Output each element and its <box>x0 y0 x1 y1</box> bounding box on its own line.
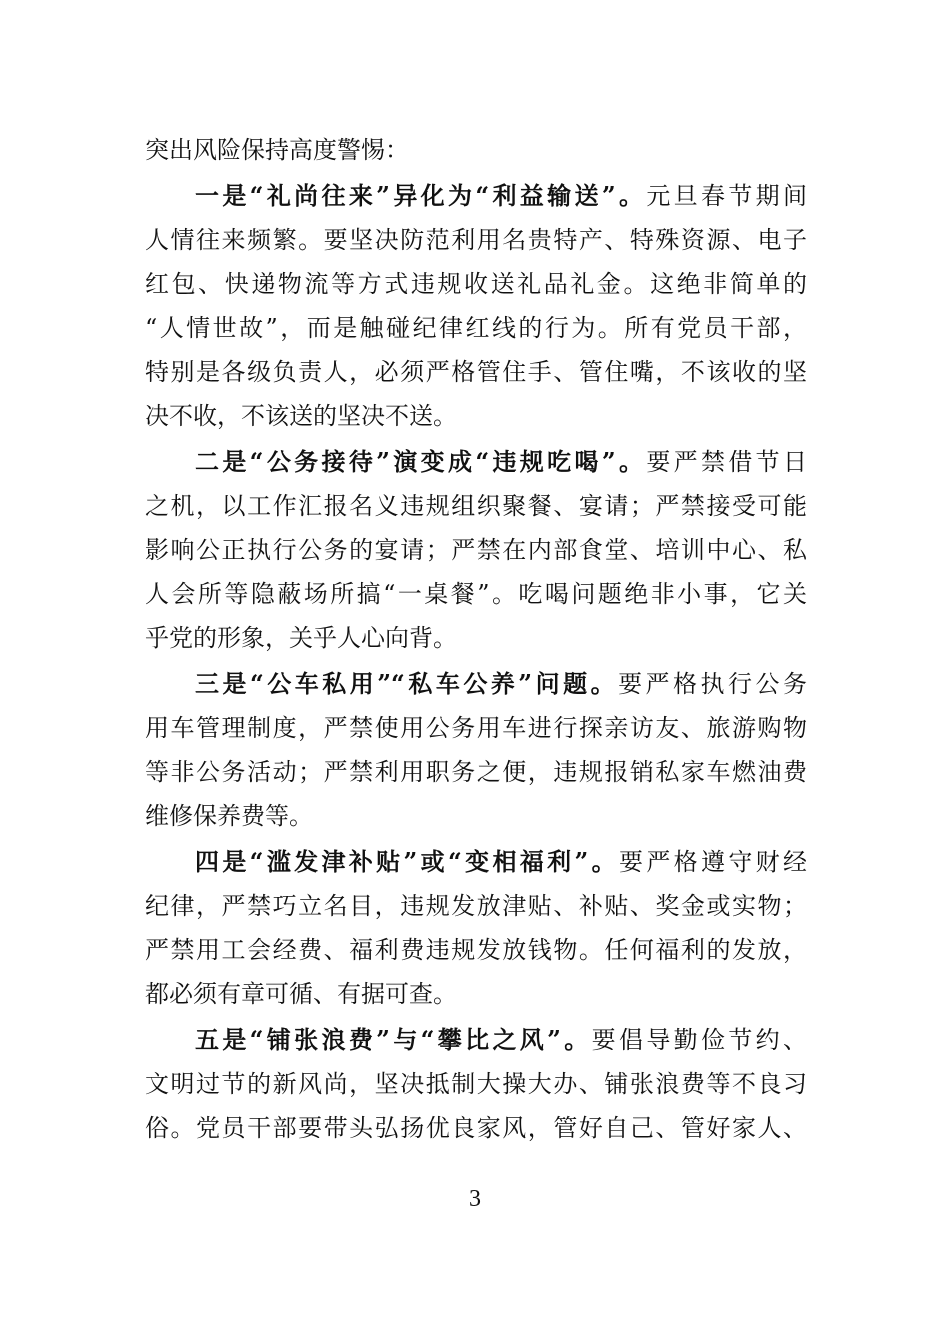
bold-heading-text: 一是“礼尚往来”异化为“利益输送”。 <box>195 181 647 210</box>
text-line <box>145 928 807 972</box>
bold-heading-text: 二是“公务接待”演变成“违规吃喝”。 <box>195 447 647 476</box>
body-text: 乎党的形象，关乎人心向背。 <box>145 624 457 652</box>
paragraph-intro <box>145 128 807 172</box>
bold-heading-text: 五是“铺张浪费”与“攀比之风”。 <box>195 1025 592 1054</box>
body-text: 之机，以工作汇报名义违规组织聚餐、宴请；严禁接受可能 <box>145 492 807 520</box>
text-line <box>145 884 807 928</box>
text-line <box>145 706 807 750</box>
body-text: 用车管理制度，严禁使用公务用车进行探亲访友、旅游购物 <box>145 714 807 742</box>
bold-heading-text: 三是“公车私用”“私车公养”问题。 <box>195 669 619 698</box>
text-line <box>145 306 807 350</box>
paragraph <box>145 1018 807 1150</box>
text-line <box>145 128 807 172</box>
paragraph <box>145 662 807 838</box>
text-line <box>145 350 807 394</box>
body-text: 严禁用工会经费、福利费违规发放钱物。任何福利的发放， <box>145 936 807 964</box>
document-body <box>145 128 807 1152</box>
bold-heading-text: 四是“滥发津补贴”或“变相福利”。 <box>195 847 619 876</box>
text-line <box>145 440 807 484</box>
body-text: 要严格执行公务 <box>618 670 808 698</box>
body-text: 等非公务活动；严禁利用职务之便，违规报销私家车燃油费 <box>145 758 807 786</box>
body-text: 文明过节的新风尚，坚决抵制大操大办、铺张浪费等不良习 <box>145 1070 807 1098</box>
body-text: 人会所等隐蔽场所搞“一桌餐”。吃喝问题绝非小事，它关 <box>145 580 807 608</box>
body-text: 要严禁借节日 <box>646 448 808 476</box>
page-number: 3 <box>469 1186 481 1212</box>
body-text: 要倡导勤俭节约、 <box>591 1026 808 1054</box>
text-line <box>145 794 807 838</box>
text-line <box>145 1062 807 1106</box>
text-line <box>145 840 807 884</box>
text-line <box>145 662 807 706</box>
text-line <box>145 1106 807 1150</box>
body-text: 影响公正执行公务的宴请；严禁在内部食堂、培训中心、私 <box>145 536 807 564</box>
body-text: 决不收，不该送的坚决不送。 <box>145 402 457 430</box>
text-line <box>145 394 807 438</box>
text-line <box>145 616 807 660</box>
text-line <box>145 750 807 794</box>
paragraph <box>145 840 807 1016</box>
body-text: 纪律，严禁巧立名目，违规发放津贴、补贴、奖金或实物； <box>145 892 807 920</box>
text-line <box>145 218 807 262</box>
body-text: 维修保养费等。 <box>145 802 313 830</box>
text-line <box>145 972 807 1016</box>
body-text: 红包、快递物流等方式违规收送礼品礼金。这绝非简单的 <box>145 270 807 298</box>
body-text: 人情往来频繁。要坚决防范利用名贵特产、特殊资源、电子 <box>145 226 807 254</box>
text-line <box>145 572 807 616</box>
text-line <box>145 262 807 306</box>
body-text: 都必须有章可循、有据可查。 <box>145 980 457 1008</box>
text-line <box>145 174 807 218</box>
text-line <box>145 1018 807 1062</box>
body-text: 元旦春节期间 <box>646 182 808 210</box>
body-text: 俗。党员干部要带头弘扬优良家风，管好自己、管好家人、 <box>145 1114 807 1142</box>
body-text: 突出风险保持高度警惕： <box>145 136 409 164</box>
body-text: 特别是各级负责人，必须严格管住手、管住嘴，不该收的坚 <box>145 358 807 386</box>
body-text: “人情世故”，而是触碰纪律红线的行为。所有党员干部， <box>145 314 807 342</box>
paragraph <box>145 174 807 438</box>
body-text: 要严格遵守财经 <box>618 848 808 876</box>
text-line <box>145 528 807 572</box>
text-line <box>145 484 807 528</box>
paragraph <box>145 440 807 660</box>
